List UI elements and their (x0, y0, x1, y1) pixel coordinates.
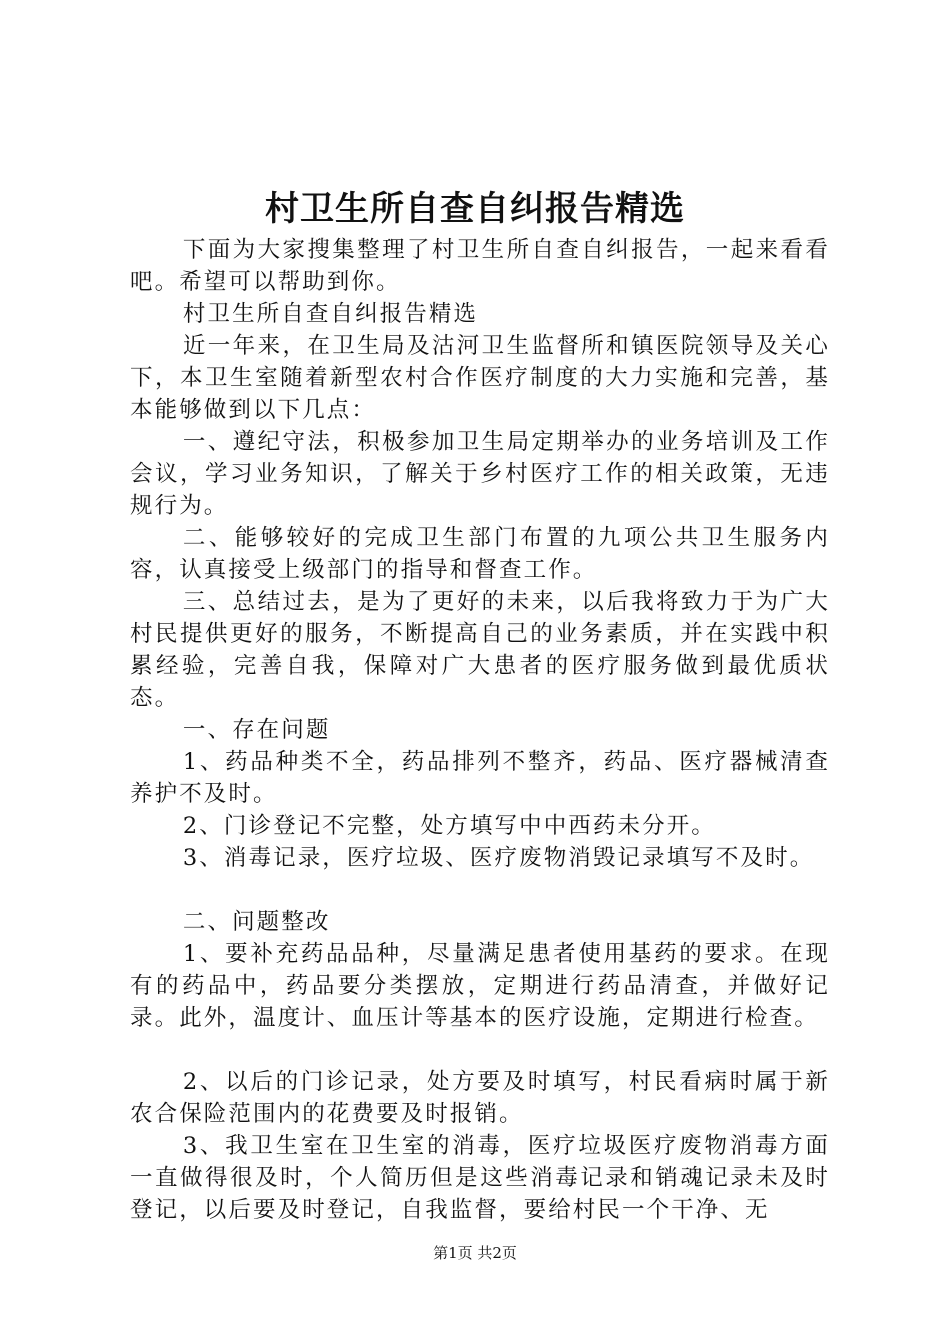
paragraph-point-3: 三、总结过去，是为了更好的未来，以后我将致力于为广大村民提供更好的服务，不断提高自己的业务素质，并在实践中积累经验，完善自我，保障对广大患者的医疗服务做到最优质状态。 (130, 589, 830, 711)
paragraph-fix-3: 3、我卫生室在卫生室的消毒，医疗垃圾医疗废物消毒方面一直做得很及时，个人简历但是这些消毒记录和销魂记录未及时登记，以后要及时登记，自我监督，要给村民一个干净、无 (130, 1133, 830, 1223)
paragraph-point-2: 二、能够较好的完成卫生部门布置的九项公共卫生服务内容，认真接受上级部门的指导和督查工作。 (130, 525, 830, 583)
blank-line (130, 874, 830, 906)
section-heading-problems: 一、存在问题 (182, 717, 331, 743)
paragraph-intro: 下面为大家搜集整理了村卫生所自查自纠报告，一起来看看吧。希望可以帮助到你。 (130, 237, 830, 295)
blank-line (130, 1034, 830, 1066)
paragraph-opening: 近一年来，在卫生局及沽河卫生监督所和镇医院领导及关心下，本卫生室随着新型农村合作医疗制度的大力实施和完善，基本能够做到以下几点： (130, 333, 830, 423)
paragraph-fix-1: 1、要补充药品品种，尽量满足患者使用基药的要求。在现有的药品中，药品要分类摆放，定期进行药品清查，并做好记录。此外，温度计、血压计等基本的医疗设施，定期进行检查。 (130, 941, 830, 1031)
section-heading-rectification: 二、问题整改 (182, 909, 331, 935)
page-footer: 第1页 共2页 (433, 1244, 517, 1262)
paragraph-point-1: 一、遵纪守法，积极参加卫生局定期举办的业务培训及工作会议，学习业务知识，了解关于乡村医疗工作的相关政策，无违规行为。 (130, 429, 830, 519)
paragraph-subtitle: 村卫生所自查自纠报告精选 (182, 301, 479, 327)
paragraph-fix-2: 2、以后的门诊记录，处方要及时填写，村民看病时属于新农合保险范围内的花费要及时报销。 (130, 1069, 830, 1127)
paragraph-problem-3: 3、消毒记录，医疗垃圾、医疗废物消毁记录填写不及时。 (182, 845, 815, 871)
document-title: 村卫生所自查自纠报告精选 (265, 189, 685, 229)
document-body (130, 234, 830, 1226)
paragraph-problem-1: 1、药品种类不全，药品排列不整齐，药品、医疗器械清查养护不及时。 (130, 749, 830, 807)
paragraph-problem-2: 2、门诊登记不完整，处方填写中中西药未分开。 (182, 813, 716, 839)
